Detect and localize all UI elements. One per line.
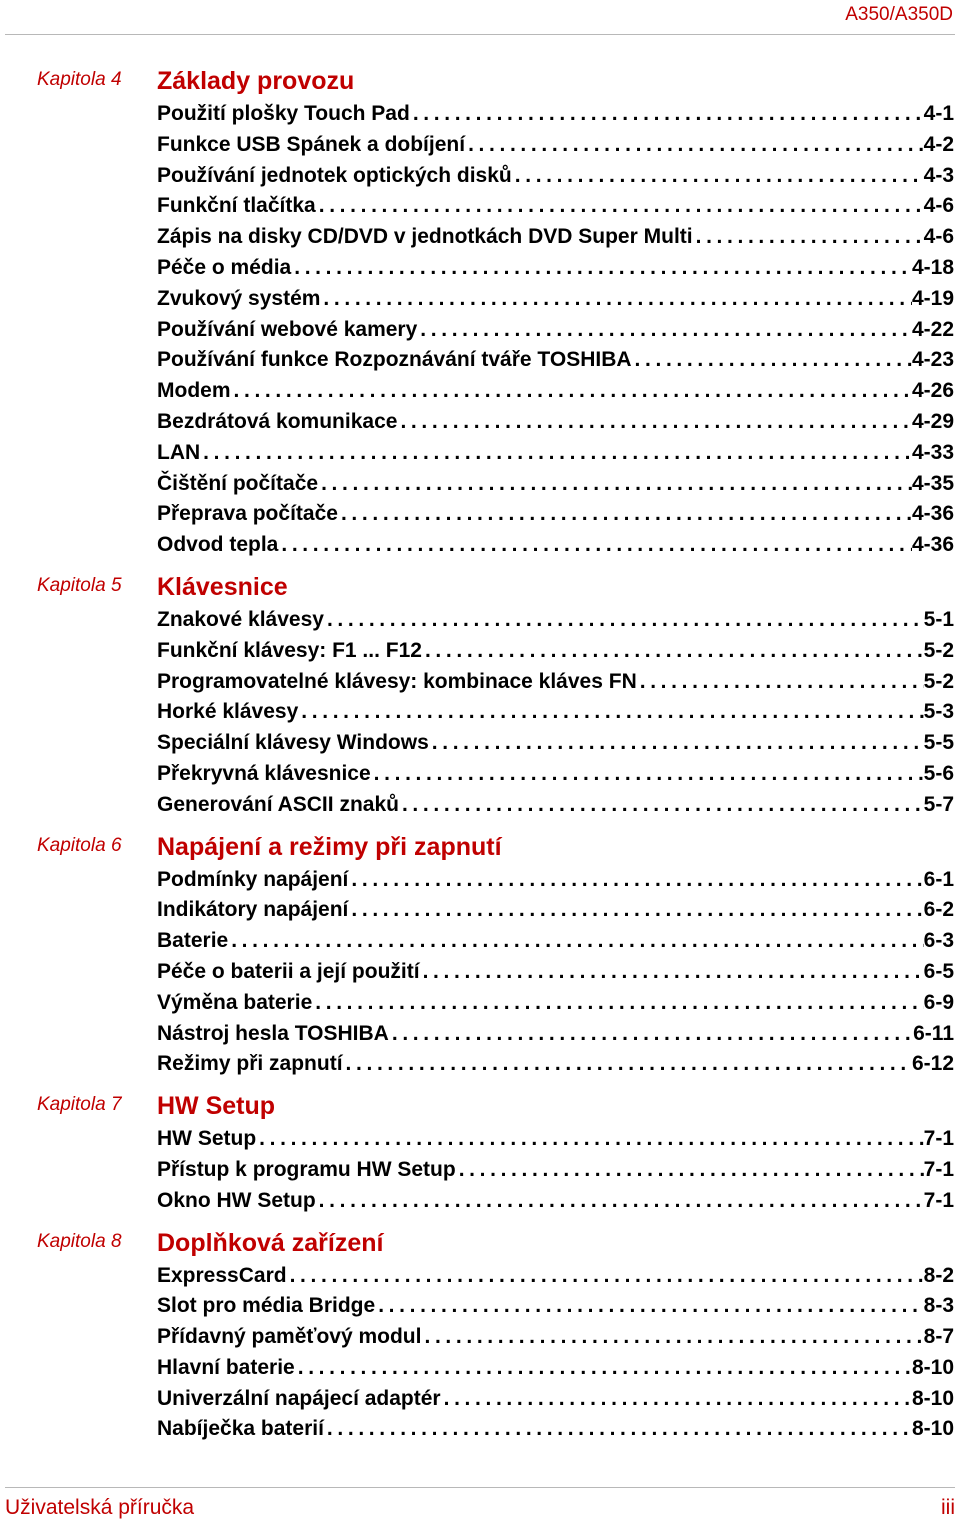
toc-entry-title: Zápis na disky CD/DVD v jednotkách DVD Super Multi: [157, 225, 693, 249]
chapter-title[interactable]: Napájení a režimy při zapnutí: [157, 832, 502, 861]
toc-entry[interactable]: [157, 865, 954, 896]
toc-entry-page-number: 5-3: [923, 700, 954, 724]
toc-entry[interactable]: [157, 1186, 954, 1217]
toc-entry-page-number: 6-11: [913, 1021, 954, 1045]
toc-entry-page-number: 8-7: [923, 1325, 954, 1349]
dot-leader: [278, 530, 912, 561]
toc-entry-page-number: 4-6: [923, 225, 954, 249]
dot-leader: [348, 865, 923, 896]
toc-entry-page-number: 4-35: [911, 471, 954, 495]
toc-entry[interactable]: [157, 222, 954, 253]
toc-entry-title: Režimy při zapnutí: [157, 1052, 343, 1076]
chapter-title[interactable]: Klávesnice: [157, 572, 288, 601]
toc-entry-page-number: 4-36: [911, 533, 954, 557]
toc-entry[interactable]: [157, 161, 954, 192]
toc-entry-title: Používání funkce Rozpoznávání tváře TOSHIBA: [157, 348, 632, 372]
toc-entry[interactable]: [157, 697, 954, 728]
toc-entry-title: Okno HW Setup: [157, 1188, 316, 1212]
dot-leader: [512, 161, 924, 192]
toc-entry-page-number: 5-6: [923, 761, 954, 785]
toc-entry-page-number: 4-23: [911, 348, 954, 372]
toc-entry-title: Funkční klávesy: F1 ... F12: [157, 638, 422, 662]
toc-entry-page-number: 4-29: [911, 409, 954, 433]
dot-leader: [389, 1019, 913, 1050]
dot-leader: [338, 499, 912, 530]
chapter-label: Kapitola 8: [37, 1230, 122, 1252]
table-of-contents: [0, 64, 960, 1445]
toc-entry-page-number: 7-1: [923, 1127, 954, 1151]
toc-entry-page-number: 8-10: [911, 1417, 954, 1441]
toc-entry-title: LAN: [157, 440, 201, 464]
toc-entry[interactable]: [157, 957, 954, 988]
toc-entry[interactable]: [157, 315, 954, 346]
toc-entry-title: Odvod tepla: [157, 533, 279, 557]
toc-entry[interactable]: [157, 895, 954, 926]
dot-leader: [318, 469, 912, 500]
toc-entry-title: Přídavný paměťový modul: [157, 1325, 422, 1349]
dot-leader: [421, 1322, 923, 1353]
toc-entry-title: Zvukový systém: [157, 286, 321, 310]
toc-entry-page-number: 7-1: [923, 1157, 954, 1181]
toc-entry-page-number: 5-5: [923, 731, 954, 755]
toc-entry-page-number: 8-3: [923, 1294, 954, 1318]
toc-entry-title: Univerzální napájecí adaptér: [157, 1386, 441, 1410]
toc-entry-page-number: 6-2: [923, 898, 954, 922]
entry-list: [157, 99, 954, 561]
toc-entry-title: Modem: [157, 379, 231, 403]
dot-leader: [316, 1186, 924, 1217]
toc-entry-page-number: 6-12: [911, 1052, 954, 1076]
toc-entry-title: Funkce USB Spánek a dobíjení: [157, 132, 466, 156]
toc-entry[interactable]: [157, 1261, 954, 1292]
toc-entry[interactable]: [157, 438, 954, 469]
toc-entry-title: Hlavní baterie: [157, 1355, 295, 1379]
toc-entry[interactable]: [157, 499, 954, 530]
dot-leader: [420, 957, 924, 988]
dot-leader: [291, 253, 912, 284]
toc-entry-page-number: 4-3: [923, 163, 954, 187]
toc-entry-title: Znakové klávesy: [157, 607, 324, 631]
toc-entry[interactable]: [157, 1384, 954, 1415]
toc-entry-page-number: 4-18: [911, 255, 954, 279]
toc-entry-title: Překryvná klávesnice: [157, 761, 371, 785]
toc-entry-title: Výměna baterie: [157, 990, 313, 1014]
toc-entry-page-number: 4-1: [923, 102, 954, 125]
dot-leader: [422, 636, 924, 667]
chapter-section: [37, 64, 954, 561]
toc-entry[interactable]: [157, 376, 954, 407]
dot-leader: [320, 284, 912, 315]
toc-entry-title: ExpressCard: [157, 1263, 287, 1287]
toc-entry-title: Indikátory napájení: [157, 898, 349, 922]
entry-list: [157, 605, 954, 821]
dot-leader: [287, 1261, 924, 1292]
dot-leader: [324, 605, 924, 636]
toc-entry-page-number: 4-26: [911, 379, 954, 403]
toc-entry[interactable]: [157, 1322, 954, 1353]
footer-divider: [5, 1487, 955, 1488]
toc-entry[interactable]: [157, 191, 954, 222]
toc-entry-title: Horké klávesy: [157, 700, 299, 724]
toc-entry[interactable]: [157, 636, 954, 667]
entry-list: [157, 1261, 954, 1446]
toc-entry[interactable]: [157, 284, 954, 315]
toc-entry-page-number: 8-2: [923, 1263, 954, 1287]
toc-entry-title: Nástroj hesla TOSHIBA: [157, 1021, 389, 1045]
dot-leader: [397, 407, 912, 438]
toc-entry-title: Bezdrátová komunikace: [157, 409, 398, 433]
dot-leader: [295, 1353, 912, 1384]
toc-entry[interactable]: [157, 667, 954, 698]
dot-leader: [632, 345, 912, 376]
toc-entry[interactable]: [157, 1049, 954, 1080]
entry-list: [157, 1124, 954, 1216]
dot-leader: [693, 222, 924, 253]
toc-entry-page-number: 4-22: [911, 317, 954, 341]
chapter-section: [37, 1089, 954, 1216]
toc-entry-title: Nabíječka baterií: [157, 1417, 324, 1441]
toc-entry-title: Používání jednotek optických disků: [157, 163, 512, 187]
chapter-section: [37, 570, 954, 821]
toc-entry[interactable]: [157, 407, 954, 438]
toc-entry-page-number: 4-33: [911, 440, 954, 464]
toc-entry-page-number: 5-7: [923, 792, 954, 816]
toc-entry-title: Slot pro média Bridge: [157, 1294, 376, 1318]
header-divider: [5, 34, 955, 35]
toc-entry-page-number: 4-2: [923, 132, 954, 156]
toc-entry-page-number: 8-10: [911, 1386, 954, 1410]
dot-leader: [324, 1414, 912, 1445]
dot-leader: [441, 1384, 912, 1415]
toc-entry-page-number: 5-2: [923, 669, 954, 693]
toc-entry-title: Speciální klávesy Windows: [157, 731, 429, 755]
dot-leader: [256, 1124, 923, 1155]
dot-leader: [371, 759, 924, 790]
dot-leader: [312, 988, 923, 1019]
toc-entry-page-number: 4-19: [911, 286, 954, 310]
chapter-title[interactable]: Základy provozu: [157, 67, 355, 95]
chapter-label: Kapitola 7: [37, 1094, 122, 1116]
dot-leader: [375, 1291, 923, 1322]
toc-entry[interactable]: [157, 253, 954, 284]
toc-entry[interactable]: [157, 469, 954, 500]
dot-leader: [298, 697, 923, 728]
chapter-section: [37, 1226, 954, 1446]
toc-entry-title: Generování ASCII znaků: [157, 792, 399, 816]
toc-entry-page-number: 5-1: [923, 607, 954, 631]
chapter-section: [37, 830, 954, 1081]
toc-entry-title: Přístup k programu HW Setup: [157, 1157, 456, 1181]
chapter-title[interactable]: HW Setup: [157, 1092, 276, 1121]
toc-entry-title: Použití plošky Touch Pad: [157, 102, 410, 125]
toc-entry[interactable]: [157, 790, 954, 821]
toc-entry[interactable]: [157, 130, 954, 161]
toc-entry-title: Podmínky napájení: [157, 867, 349, 891]
chapter-label: Kapitola 6: [37, 834, 122, 856]
dot-leader: [231, 376, 912, 407]
toc-entry[interactable]: [157, 1414, 954, 1445]
toc-entry[interactable]: [157, 99, 954, 130]
toc-entry[interactable]: [157, 605, 954, 636]
dot-leader: [637, 667, 924, 698]
toc-entry-page-number: 4-36: [911, 502, 954, 526]
dot-leader: [228, 926, 923, 957]
toc-entry-title: Používání webové kamery: [157, 317, 418, 341]
toc-entry[interactable]: [157, 1155, 954, 1186]
toc-entry[interactable]: [157, 1124, 954, 1155]
toc-entry-title: Programovatelné klávesy: kombinace kláves FN: [157, 669, 637, 693]
toc-entry-page-number: 8-10: [911, 1355, 954, 1379]
toc-entry-page-number: 6-9: [923, 990, 954, 1014]
dot-leader: [343, 1049, 912, 1080]
toc-entry-page-number: 6-3: [923, 929, 954, 953]
footer-page-number: iii: [941, 1496, 955, 1519]
dot-leader: [399, 790, 924, 821]
toc-entry[interactable]: [157, 988, 954, 1019]
toc-entry-page-number: 7-1: [923, 1188, 954, 1212]
toc-entry[interactable]: [157, 345, 954, 376]
entry-list: [157, 865, 954, 1081]
toc-entry-page-number: 6-1: [923, 867, 954, 891]
toc-entry[interactable]: [157, 926, 954, 957]
toc-entry-title: Baterie: [157, 929, 229, 953]
toc-entry-page-number: 4-6: [923, 194, 954, 218]
toc-entry-title: Přeprava počítače: [157, 502, 338, 526]
dot-leader: [316, 191, 924, 222]
toc-entry[interactable]: [157, 1353, 954, 1384]
dot-leader: [410, 99, 924, 130]
toc-entry[interactable]: [157, 1291, 954, 1322]
dot-leader: [465, 130, 924, 161]
toc-entry-page-number: 5-2: [923, 638, 954, 662]
toc-entry-title: Čištění počítače: [157, 471, 319, 495]
toc-entry[interactable]: [157, 530, 954, 561]
footer-title: Uživatelská příručka: [5, 1496, 195, 1519]
header-model: A350/A350D: [845, 4, 953, 25]
chapter-label: Kapitola 5: [37, 574, 122, 596]
toc-entry[interactable]: [157, 1019, 954, 1050]
dot-leader: [417, 315, 912, 346]
chapter-title[interactable]: Doplňková zařízení: [157, 1228, 384, 1257]
dot-leader: [429, 728, 924, 759]
toc-entry[interactable]: [157, 759, 954, 790]
dot-leader: [456, 1155, 924, 1186]
toc-entry-title: Péče o média: [157, 255, 292, 279]
toc-entry-title: Péče o baterii a její použití: [157, 959, 420, 983]
toc-entry[interactable]: [157, 728, 954, 759]
toc-entry-title: HW Setup: [157, 1127, 257, 1151]
toc-entry-title: Funkční tlačítka: [157, 194, 316, 218]
dot-leader: [348, 895, 923, 926]
chapter-label: Kapitola 4: [37, 69, 122, 90]
dot-leader: [200, 438, 912, 469]
toc-entry-page-number: 6-5: [923, 959, 954, 983]
